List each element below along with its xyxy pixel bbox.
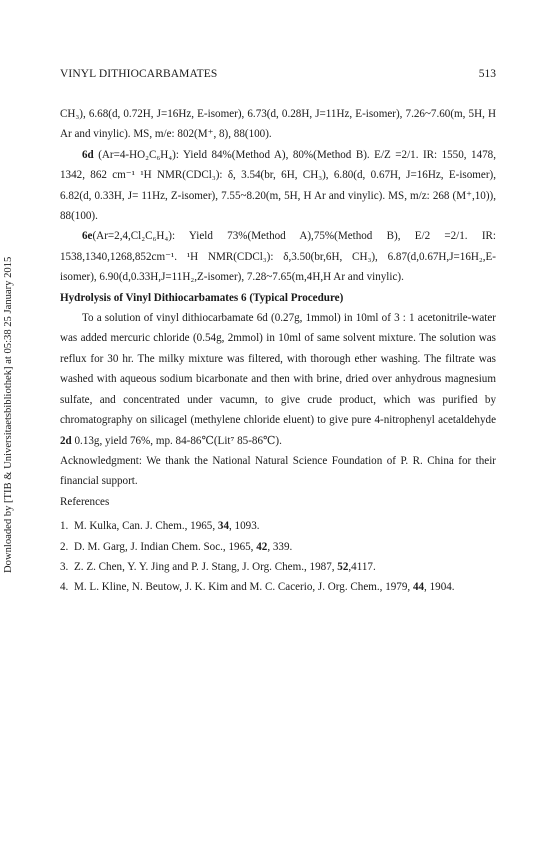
references-title: References: [60, 495, 110, 508]
reference-text: M. L. Kline, N. Beutow, J. K. Kim and M. C. Cacerio, J. Org. Chem., 1979,: [74, 581, 413, 594]
reference-volume: 42: [256, 540, 268, 553]
paragraph-compound-6d: [60, 145, 496, 227]
references-list: [60, 516, 496, 598]
download-notice: Downloaded by [TIB & Universitaetsbibliothek] at 05:38 25 January 2015: [3, 256, 14, 574]
reference-number: 1.: [60, 520, 69, 533]
journal-page: [60, 68, 496, 598]
reference-volume: 44: [412, 581, 425, 594]
acknowledgment: Acknowledgment: We thank the National Natural Science Foundation of P. R. China for their financial support.: [60, 454, 496, 488]
compound-label: 6d: [82, 148, 94, 161]
paragraph-procedure: [60, 308, 496, 451]
section-heading: Hydrolysis of Vinyl Dithiocarbamates 6 (Typical Procedure): [60, 291, 344, 304]
article-body: [60, 104, 496, 598]
reference-volume: 34: [217, 520, 229, 533]
product-label: 2d: [60, 434, 72, 447]
paragraph-continuation: CH₃), 6.68(d, 0.72H, J=16Hz, E-isomer), 6.73(d, 0.28H, J=11Hz, E-isomer), 7.26~7.60(m, 5H, H Ar and vinylic). MS, m/e: 802(M⁺, 8), 88(100).: [60, 108, 496, 141]
compound-data: (Ar=2,4,Cl₂C₆H₄): Yield 73%(Method A),75%(Method B), E/2 =2/1. IR: 1538,1340,1268,852cm⁻¹. ¹H NMR(CDCl₃): δ,3.50(br,6H, CH₃), 6.87(d,0.67H,J=16H₂,E-isomer), 6.90(d,0.33H,J=11H₂,Z-isomer), 7.28~7.65(m,4H,H Ar and vinylic).: [60, 230, 496, 284]
reference-item: [60, 516, 496, 536]
reference-text: D. M. Garg, J. Indian Chem. Soc., 1965,: [74, 540, 257, 553]
reference-item: [60, 557, 496, 577]
reference-number: 3.: [60, 560, 69, 573]
reference-item: [60, 577, 496, 597]
compound-data: (Ar=4-HO₂C₆H₄): Yield 84%(Method A), 80%(Method B). E/Z =2/1. IR: 1550, 1478, 1342, 862 cm⁻¹ ¹H NMR(CDCl₃): δ, 3.54(br, 6H, CH₃), 6.80(d, 0.67H, J=16Hz, E-isomer), 6.82(d, 0.33H, J= 11Hz, Z-isomer), 7.55~8.20(m, 5H, H Ar and vinylic). MS, m/z: 268 (M⁺,10)), 88(100).: [60, 148, 496, 223]
procedure-text-end: 0.13g, yield 76%, mp. 84-86℃(Lit⁷ 85-86℃).: [71, 434, 282, 447]
reference-pages: ,4117.: [348, 560, 376, 573]
paragraph-compound-6e: [60, 226, 496, 287]
compound-label: 6e: [82, 230, 93, 243]
reference-text: M. Kulka, Can. J. Chem., 1965,: [74, 520, 218, 533]
page-number: 513: [478, 68, 496, 80]
reference-pages: , 1093.: [229, 520, 260, 533]
running-header: [60, 68, 496, 84]
reference-number: 4.: [60, 581, 69, 594]
reference-volume: 52: [337, 560, 349, 573]
reference-item: [60, 537, 496, 557]
reference-number: 2.: [60, 540, 69, 553]
reference-text: Z. Z. Chen, Y. Y. Jing and P. J. Stang, J. Org. Chem., 1987,: [74, 560, 338, 573]
reference-pages: , 1904.: [424, 581, 455, 594]
procedure-text: To a solution of vinyl dithiocarbamate 6d (0.27g, 1mmol) in 10ml of 3 : 1 acetonitrile-water was added mercuric chloride (0.54g, 2mmol) in 10ml of same solvent mixture. The solution was reflux for 30 hr. The milky mixture was filtered, with thorough ether washing. The filtrate was washed with aqueous sodium bicarbonate and then with brine, dried over anhydrous magnesium sulfate, and concentrated under vacumn, to give crude product, which was purified by chromatography on silicagel (methylene chloride eluent) to give pure 4-nitrophenyl acetaldehyde: [60, 312, 496, 427]
running-title: VINYL DITHIOCARBAMATES: [60, 68, 218, 80]
reference-pages: , 339.: [267, 540, 293, 553]
